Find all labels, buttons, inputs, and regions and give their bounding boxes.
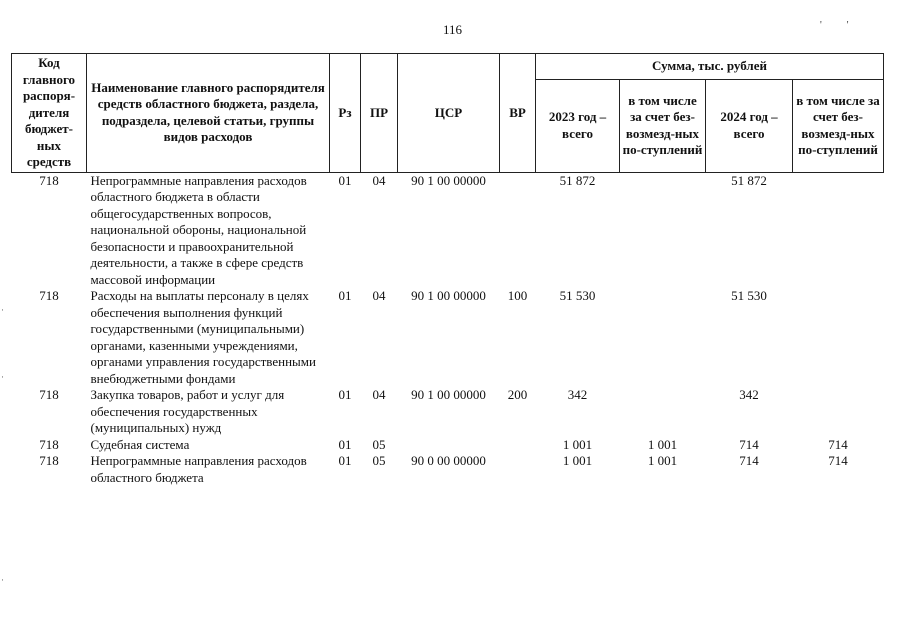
- scan-mark: ·: [1, 305, 4, 315]
- cell-rz: 01: [338, 436, 352, 452]
- budget-table: [11, 53, 884, 486]
- cell-2024-gratuitous: [793, 172, 884, 288]
- header-2024-total: 2024 год – всего: [706, 80, 793, 172]
- cell-2023-total: 51 872: [559, 172, 596, 188]
- cell-csr: 90 1 00 00000: [411, 288, 486, 303]
- cell-2024-total: 714: [739, 436, 759, 452]
- cell-2023-gratuitous: 1 001: [647, 453, 678, 468]
- cell-2024-total: 342: [739, 387, 759, 402]
- cell-name: Непрограммные направления расходов областного бюджета в области общегосударственных вопросов, национальной обороны, национальной безопасности и правоохранительной деятельности, а также в сфере средств массовой информации: [90, 172, 307, 287]
- header-csr: ЦСР: [398, 54, 500, 173]
- cell-2024-total: 51 872: [731, 172, 767, 188]
- cell-2024-gratuitous: 714: [828, 436, 848, 452]
- cell-vr: [500, 453, 536, 486]
- cell-code: 718: [39, 436, 59, 452]
- scan-mark: ·: [1, 575, 4, 585]
- cell-vr: [500, 437, 536, 454]
- header-sum-group: Сумма, тыс. рублей: [536, 54, 884, 80]
- cell-rz: 01: [338, 288, 352, 303]
- table-row: [12, 288, 884, 387]
- table-row: [12, 172, 884, 288]
- header-code: Код главного распоря-дителя бюджет-ных средств: [12, 54, 87, 173]
- cell-name: Судебная система: [90, 436, 190, 452]
- cell-name: Расходы на выплаты персоналу в целях обеспечения выполнения функций государственными (муниципальными) органами, казенными учреждениями, органами управления государственными внебюджетными фондами: [90, 288, 316, 386]
- cell-vr: [500, 172, 536, 288]
- cell-2023-total: 1 001: [562, 436, 593, 452]
- header-2023-gratuitous: в том числе за счет без-возмезд-ных по-ступлений: [620, 80, 706, 172]
- header-pr: ПР: [361, 54, 398, 173]
- cell-2023-total: 342: [567, 387, 588, 402]
- cell-vr: 100: [507, 288, 528, 303]
- cell-code: 718: [39, 453, 59, 468]
- cell-csr: 90 1 00 00000: [411, 172, 486, 188]
- scan-specks: ' ': [820, 20, 849, 31]
- cell-rz: 01: [338, 387, 352, 402]
- cell-rz: 01: [338, 172, 352, 188]
- header-2023-total: 2023 год – всего: [536, 80, 620, 172]
- header-vr: ВР: [500, 54, 536, 173]
- cell-pr: 04: [372, 387, 386, 402]
- cell-pr: 05: [372, 453, 386, 468]
- table-row: [12, 453, 884, 486]
- cell-name: Непрограммные направления расходов областного бюджета: [90, 453, 307, 485]
- cell-code: 718: [39, 387, 59, 402]
- header-2024-gratuitous: в том числе за счет без-возмезд-ных по-ступлений: [793, 80, 884, 172]
- cell-2023-gratuitous: [620, 172, 706, 288]
- table-row: [12, 387, 884, 437]
- cell-code: 718: [39, 288, 59, 303]
- cell-2023-gratuitous: [620, 387, 706, 437]
- cell-pr: 04: [372, 172, 386, 188]
- cell-2023-total: 51 530: [559, 288, 596, 303]
- cell-2024-total: 714: [739, 453, 759, 468]
- cell-2023-gratuitous: [620, 288, 706, 387]
- cell-2023-total: 1 001: [562, 453, 593, 468]
- scan-mark: ·: [1, 372, 4, 382]
- header-rz: Рз: [330, 54, 361, 173]
- cell-2023-gratuitous: 1 001: [647, 436, 678, 452]
- cell-csr: [398, 437, 500, 454]
- cell-2024-gratuitous: [793, 387, 884, 437]
- cell-2024-gratuitous: [793, 288, 884, 387]
- cell-vr: 200: [507, 387, 528, 402]
- cell-name: Закупка товаров, работ и услуг для обеспечения государственных (муниципальных) нужд: [90, 387, 285, 435]
- cell-2024-gratuitous: 714: [828, 453, 848, 468]
- cell-csr: 90 0 00 00000: [411, 453, 486, 468]
- cell-rz: 01: [338, 453, 352, 468]
- table-row: [12, 437, 884, 454]
- cell-csr: 90 1 00 00000: [411, 387, 486, 402]
- cell-pr: 04: [372, 288, 386, 303]
- cell-code: 718: [39, 172, 59, 188]
- header-name: Наименование главного распорядителя средств областного бюджета, раздела, подраздела, целевой статьи, группы видов расходов: [87, 54, 330, 173]
- page-number: 116: [442, 22, 463, 37]
- cell-2024-total: 51 530: [731, 288, 767, 303]
- cell-pr: 05: [372, 436, 386, 452]
